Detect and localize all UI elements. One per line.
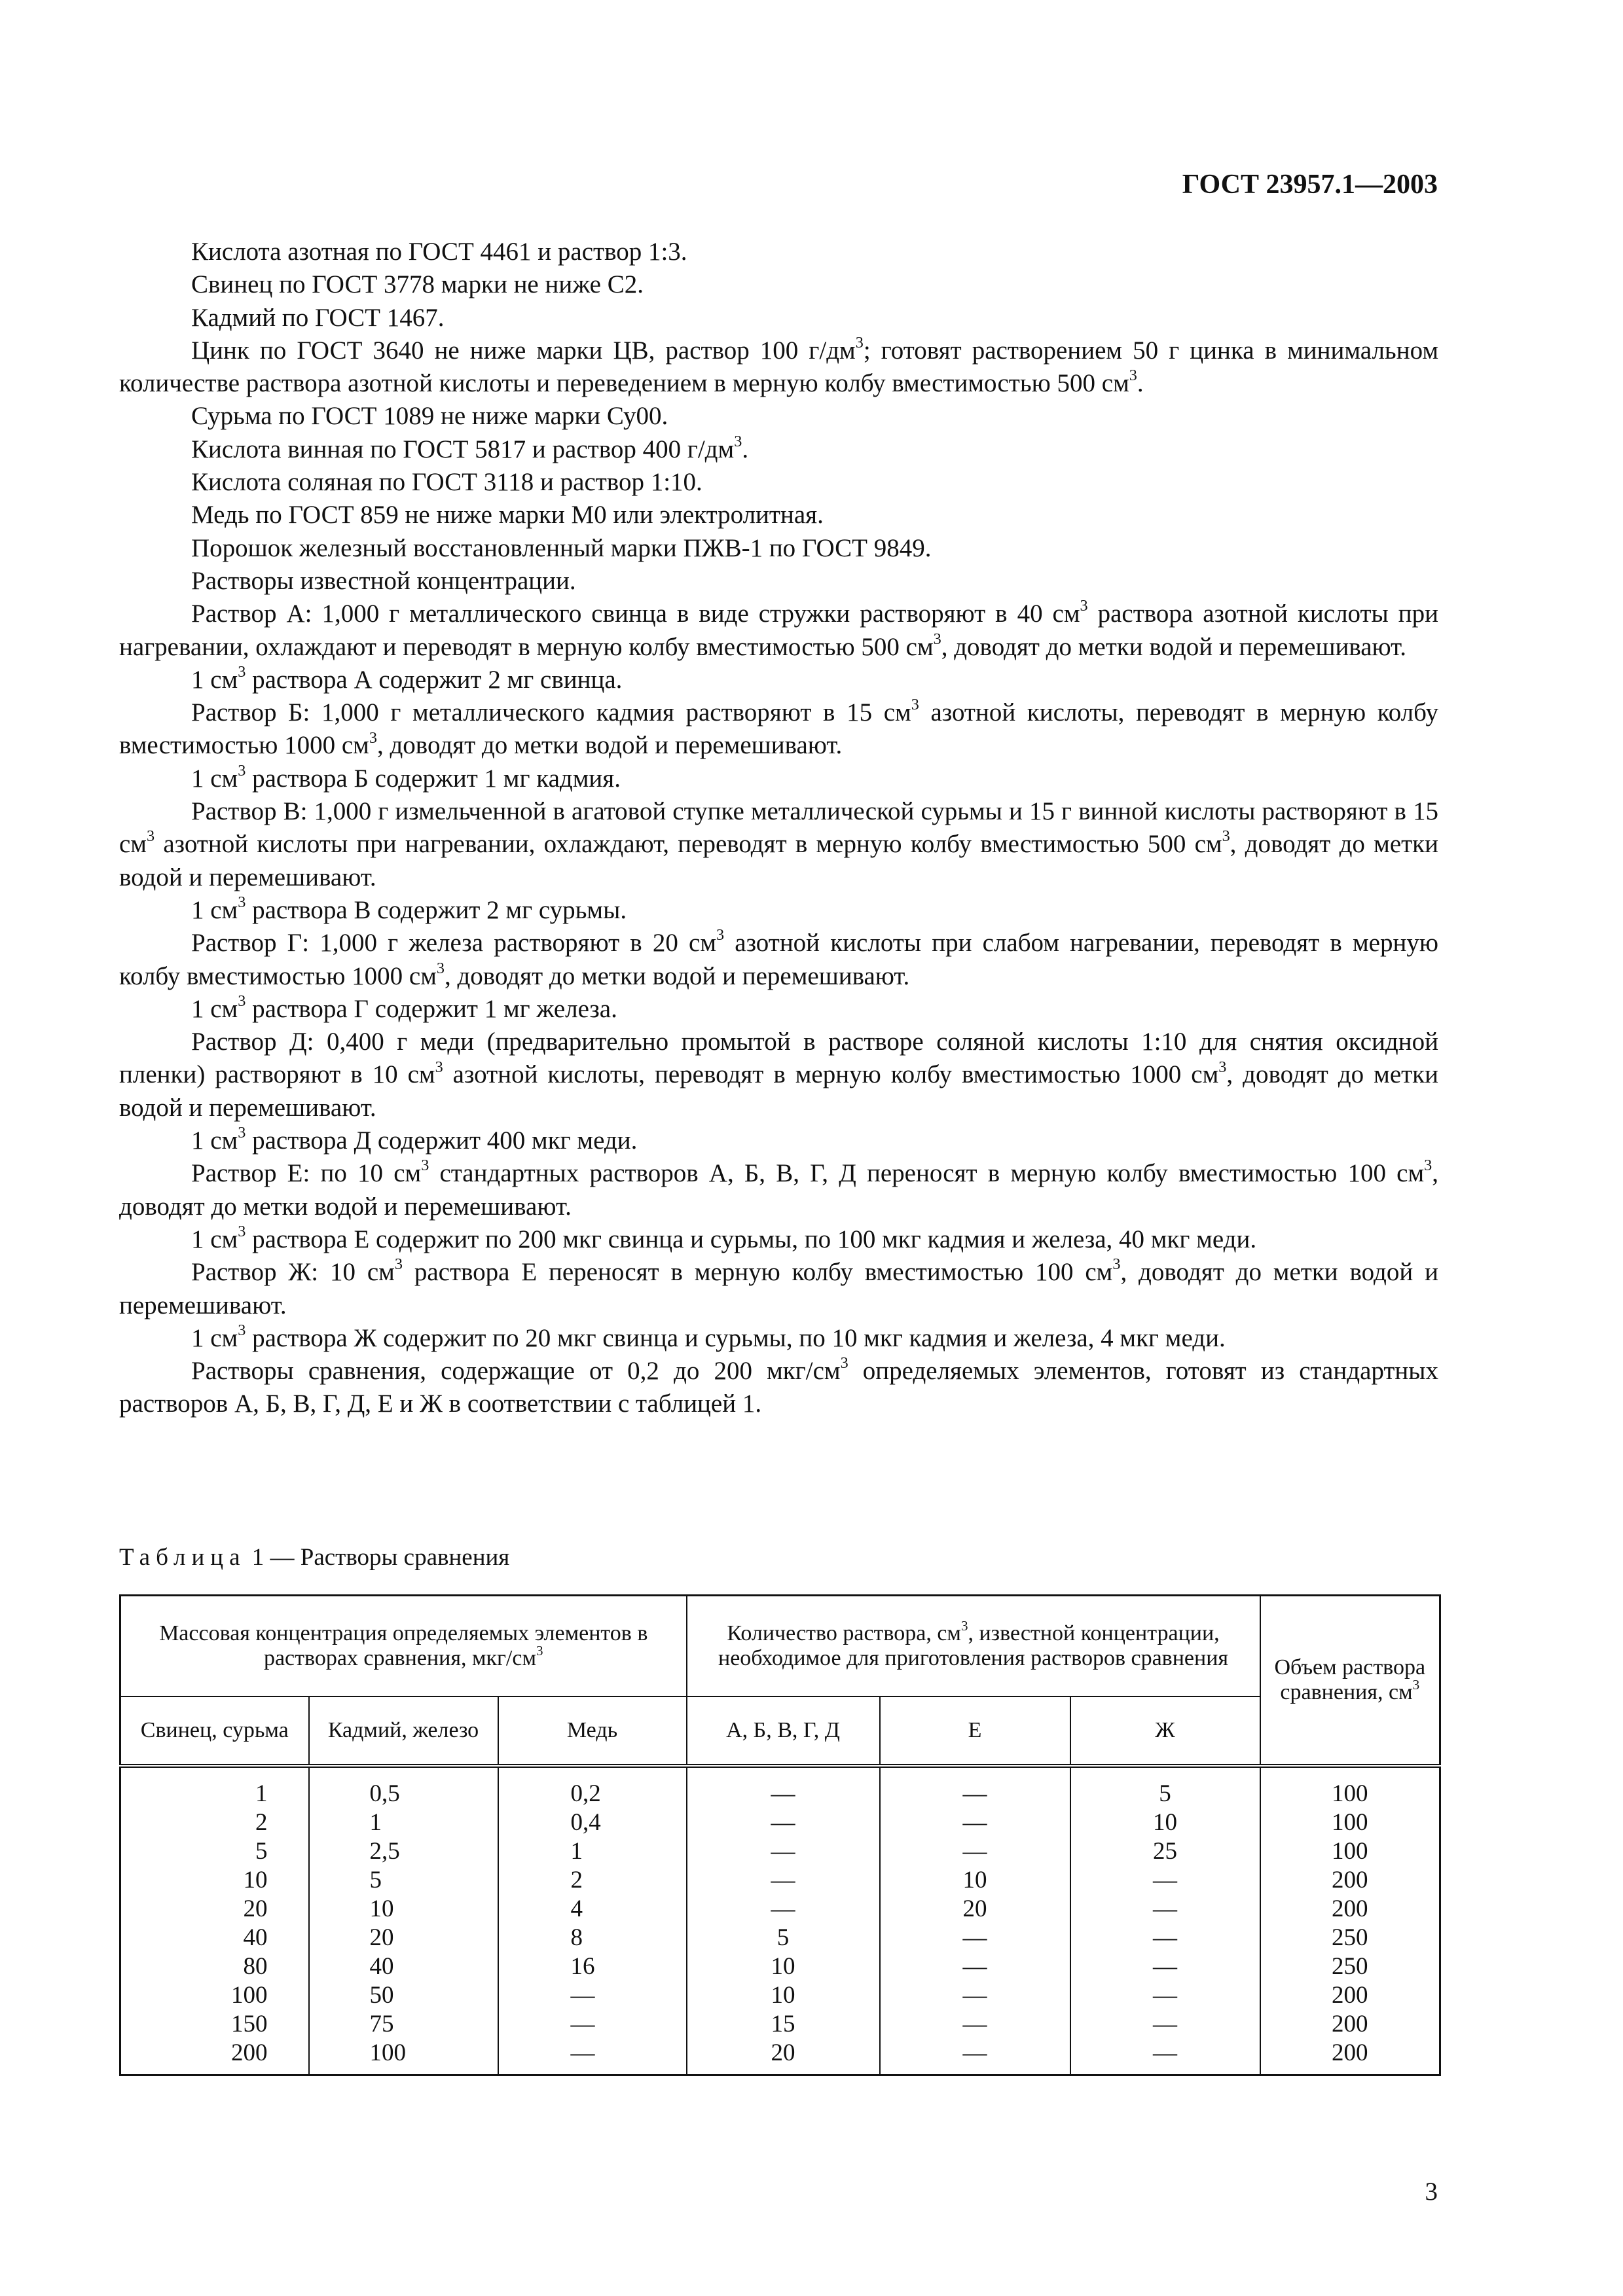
cell-lead-antimony: 2 — [120, 1808, 309, 1837]
cell-solution-zh: — — [1070, 1895, 1260, 1924]
paragraph-16-part-1: 1 см — [191, 895, 238, 924]
table-caption-word: Таблица — [119, 1544, 246, 1571]
paragraph-24-part-2: раствора Ж содержит по 20 мкг свинца и сурьмы, по 10 мкг кадмия и железа, 4 мкг меди. — [246, 1323, 1226, 1352]
cell-lead-antimony: 5 — [120, 1837, 309, 1866]
cell-volume: 200 — [1260, 1981, 1440, 2010]
document-header: ГОСТ 23957.1—2003 — [1182, 170, 1438, 200]
cell-solution-zh: 10 — [1070, 1808, 1260, 1837]
superscript-3: 3 — [716, 926, 725, 944]
table-row — [120, 1924, 1440, 1952]
superscript-3: 3 — [1218, 1058, 1227, 1076]
table-row — [120, 1895, 1440, 1924]
column-header-lead-antimony: Свинец, сурьма — [120, 1696, 309, 1766]
table-row — [120, 1952, 1440, 1981]
cell-copper: 4 — [498, 1895, 687, 1924]
paragraph-25-part-1: Растворы сравнения, содержащие от 0,2 до 200 мкг/см — [191, 1357, 841, 1386]
superscript-3: 3 — [1222, 827, 1230, 846]
cell-solutions-a-d: 15 — [687, 2010, 880, 2039]
paragraph-10: Растворы известной концентрации. — [191, 566, 576, 595]
paragraph-19-part-1: Раствор Д: 0,400 г меди (предварительно промытой в растворе соляной кислоты 1:10 для снятия оксидной пленки) растворяют в 10 см — [119, 1028, 1438, 1089]
superscript-3: 3 — [1080, 597, 1088, 615]
cell-solution-zh: — — [1070, 1866, 1260, 1895]
cell-solutions-a-d: — — [687, 1837, 880, 1866]
cell-volume: 100 — [1260, 1808, 1440, 1837]
superscript-3: 3 — [435, 1058, 443, 1076]
paragraph-12 — [119, 664, 1438, 696]
paragraph-1: Кислота азотная по ГОСТ 4461 и раствор 1:3. — [191, 238, 687, 266]
superscript-3: 3 — [933, 630, 941, 648]
column-header-solution-zh: Ж — [1070, 1696, 1260, 1766]
cell-lead-antimony: 100 — [120, 1981, 309, 2010]
header-solution-quantity-text: Количество раствора, см — [727, 1621, 961, 1645]
cell-solutions-a-d: 5 — [687, 1924, 880, 1952]
cell-copper: 1 — [498, 1837, 687, 1866]
paragraph-15 — [119, 795, 1438, 894]
cell-lead-antimony: 150 — [120, 2010, 309, 2039]
paragraph-14-part-2: раствора Б содержит 1 мг кадмия. — [246, 764, 621, 793]
superscript-3: 3 — [911, 696, 919, 714]
paragraph-14 — [119, 762, 1438, 795]
paragraph-17-part-1: Раствор Г: 1,000 г железа растворяют в 20 см — [191, 929, 717, 958]
paragraph-17-part-2: азотной кислоты при слабом нагревании, переводят в мерную колбу вместимостью 1000 см — [119, 929, 1438, 990]
table-row — [120, 2010, 1440, 2039]
paragraph-12-part-2: раствора А содержит 2 мг свинца. — [246, 665, 623, 694]
header-volume-text: Объем раствора сравнения, см — [1274, 1655, 1426, 1704]
paragraph-20 — [119, 1124, 1438, 1157]
cell-cadmium-iron: 5 — [309, 1866, 498, 1895]
column-header-solutions-a-d: А, Б, В, Г, Д — [687, 1696, 880, 1766]
cell-solution-e: — — [880, 1808, 1070, 1837]
cell-volume: 200 — [1260, 2039, 1440, 2075]
paragraph-19-part-2: азотной кислоты, переводят в мерную колбу вместимостью 1000 см — [443, 1060, 1219, 1089]
paragraph-7: Кислота соляная по ГОСТ 3118 и раствор 1:10. — [191, 468, 702, 497]
paragraph-2: Свинец по ГОСТ 3778 марки не ниже С2. — [191, 270, 644, 299]
paragraph-3: Кадмий по ГОСТ 1467. — [191, 303, 445, 332]
paragraph-24 — [119, 1322, 1438, 1355]
table-caption-title: 1 — Растворы сравнения — [246, 1544, 510, 1571]
cell-solution-e: — — [880, 1981, 1070, 2010]
paragraph-19 — [119, 1026, 1438, 1124]
cell-solution-e: 10 — [880, 1866, 1070, 1895]
cell-solution-zh: — — [1070, 1924, 1260, 1952]
paragraph-21-part-2: стандартных растворов А, Б, В, Г, Д переносят в мерную колбу вместимостью 100 см — [429, 1159, 1425, 1188]
superscript-3: 3 — [238, 1321, 246, 1339]
paragraph-8: Медь по ГОСТ 859 не ниже марки М0 или электролитная. — [191, 501, 824, 529]
cell-cadmium-iron: 0,5 — [309, 1766, 498, 1808]
superscript-3: 3 — [1424, 1157, 1432, 1175]
paragraph-5: Сурьма по ГОСТ 1089 не ниже марки Су00. — [191, 402, 668, 431]
paragraph-11 — [119, 598, 1438, 664]
paragraph-21-part-3: , доводят до метки водой и перемешивают. — [119, 1159, 1438, 1221]
cell-solution-e: — — [880, 2039, 1070, 2075]
cell-solutions-a-d: — — [687, 1766, 880, 1808]
superscript-3: 3 — [394, 1255, 403, 1274]
cell-cadmium-iron: 10 — [309, 1895, 498, 1924]
cell-solutions-a-d: — — [687, 1808, 880, 1837]
paragraph-25-part-2: определяемых элементов, готовят из стандартных растворов А, Б, В, Г, Д, Е и Ж в соответствии с таблицей 1. — [119, 1357, 1438, 1418]
column-header-copper: Медь — [498, 1696, 687, 1766]
header-solution-quantity — [687, 1596, 1260, 1697]
superscript-3: 3 — [238, 761, 246, 780]
cell-volume: 200 — [1260, 1895, 1440, 1924]
paragraph-13-part-3: , доводят до метки водой и перемешивают. — [376, 731, 843, 760]
paragraph-17 — [119, 927, 1438, 993]
paragraph-6-part-1: Кислота винная по ГОСТ 5817 и раствор 400 г/дм — [191, 435, 735, 463]
cell-lead-antimony: 200 — [120, 2039, 309, 2075]
cell-solution-zh: — — [1070, 2010, 1260, 2039]
paragraph-6 — [119, 433, 1438, 466]
superscript-3: 3 — [238, 992, 246, 1010]
paragraph-11-part-2: раствора азотной кислоты при нагревании, охлаждают и переводят в мерную колбу вместимостью 500 см — [119, 600, 1438, 661]
paragraph-13-part-2: азотной кислоты, переводят в мерную колбу вместимостью 1000 см — [119, 698, 1439, 760]
paragraph-21 — [119, 1157, 1438, 1223]
table-row — [120, 2039, 1440, 2075]
superscript-3: 3 — [1129, 367, 1137, 385]
paragraph-4-part-3: . — [1137, 369, 1144, 398]
table-row — [120, 1766, 1440, 1808]
table-body — [120, 1766, 1440, 2075]
paragraph-15-part-2: азотной кислоты при нагревании, охлаждают, переводят в мерную колбу вместимостью 500 см — [155, 830, 1222, 859]
paragraph-20-part-2: раствора Д содержит 400 мкг меди. — [246, 1126, 638, 1155]
cell-volume: 250 — [1260, 1952, 1440, 1981]
table-row — [120, 1981, 1440, 2010]
cell-solution-e: — — [880, 1952, 1070, 1981]
cell-volume: 200 — [1260, 1866, 1440, 1895]
cell-volume: 250 — [1260, 1924, 1440, 1952]
cell-solution-e: — — [880, 2010, 1070, 2039]
paragraph-11-part-1: Раствор А: 1,000 г металлического свинца в виде стружки растворяют в 40 см — [191, 600, 1080, 628]
cell-copper: — — [498, 2039, 687, 2075]
cell-copper: — — [498, 2010, 687, 2039]
paragraph-11-part-3: , доводят до метки водой и перемешивают. — [941, 632, 1407, 661]
cell-copper: 16 — [498, 1952, 687, 1981]
cell-solution-e: — — [880, 1837, 1070, 1866]
cell-solutions-a-d: — — [687, 1866, 880, 1895]
cell-solution-zh: 5 — [1070, 1766, 1260, 1808]
paragraph-17-part-3: , доводят до метки водой и перемешивают. — [444, 961, 910, 990]
paragraph-12-part-1: 1 см — [191, 665, 238, 694]
paragraph-20-part-1: 1 см — [191, 1126, 238, 1155]
paragraph-4-part-1: Цинк по ГОСТ 3640 не ниже марки ЦВ, раствор 100 г/дм — [191, 336, 856, 365]
paragraph-13 — [119, 696, 1438, 762]
cell-solution-zh: — — [1070, 1952, 1260, 1981]
paragraph-18-part-2: раствора Г содержит 1 мг железа. — [246, 994, 617, 1023]
paragraph-22-part-2: раствора Е содержит по 200 мкг свинца и сурьмы, по 100 мкг кадмия и железа, 40 мкг меди. — [246, 1225, 1257, 1253]
header-solution-quantity-rest: , известной концентрации, необходимое для приготовления растворов сравнения — [718, 1621, 1229, 1670]
column-header-cadmium-iron: Кадмий, железо — [309, 1696, 498, 1766]
paragraph-22-part-1: 1 см — [191, 1225, 238, 1253]
cell-lead-antimony: 40 — [120, 1924, 309, 1952]
superscript-3: 3 — [734, 432, 742, 450]
superscript-3: 3 — [238, 1223, 246, 1241]
superscript-3: 3 — [1112, 1255, 1121, 1274]
table-caption — [119, 1543, 509, 1571]
cell-cadmium-iron: 75 — [309, 2010, 498, 2039]
cell-solution-zh: — — [1070, 2039, 1260, 2075]
cell-cadmium-iron: 2,5 — [309, 1837, 498, 1866]
superscript-3: 3 — [238, 1124, 246, 1142]
column-header-solution-e: Е — [880, 1696, 1070, 1766]
cell-copper: 0,4 — [498, 1808, 687, 1837]
superscript-3: 3 — [960, 1618, 968, 1634]
paragraph-13-part-1: Раствор Б: 1,000 г металлического кадмия растворяют в 15 см — [191, 698, 911, 727]
paragraph-15-part-1: Раствор В: 1,000 г измельченной в агатовой ступке металлической сурьмы и 15 г винной кислоты растворяют в 15 см — [119, 797, 1438, 859]
superscript-3: 3 — [840, 1354, 848, 1372]
cell-solutions-a-d: 20 — [687, 2039, 880, 2075]
header-mass-concentration-text: Массовая концентрация определяемых элементов в растворах сравнения, мкг/см — [159, 1621, 648, 1670]
superscript-3: 3 — [369, 728, 377, 747]
cell-lead-antimony: 10 — [120, 1866, 309, 1895]
cell-cadmium-iron: 40 — [309, 1952, 498, 1981]
cell-solution-e: — — [880, 1924, 1070, 1952]
paragraph-16-part-2: раствора В содержит 2 мг сурьмы. — [246, 895, 627, 924]
paragraph-22 — [119, 1223, 1438, 1256]
cell-cadmium-iron: 20 — [309, 1924, 498, 1952]
paragraph-23-part-3: , доводят до метки водой и перемешивают. — [119, 1258, 1438, 1319]
header-volume — [1260, 1596, 1440, 1767]
paragraph-16 — [119, 894, 1438, 927]
cell-cadmium-iron: 1 — [309, 1808, 498, 1837]
superscript-3: 3 — [1412, 1677, 1420, 1693]
paragraph-15-part-3: , доводят до метки водой и перемешивают. — [119, 830, 1438, 891]
table-row — [120, 1808, 1440, 1837]
table-row — [120, 1837, 1440, 1866]
cell-solutions-a-d: 10 — [687, 1981, 880, 2010]
paragraph-18-part-1: 1 см — [191, 994, 238, 1023]
comparison-solutions-table — [119, 1594, 1441, 2076]
paragraph-14-part-1: 1 см — [191, 764, 238, 793]
paragraph-9: Порошок железный восстановленный марки ПЖВ-1 по ГОСТ 9849. — [191, 533, 932, 562]
cell-cadmium-iron: 100 — [309, 2039, 498, 2075]
paragraph-23 — [119, 1256, 1438, 1322]
cell-volume: 100 — [1260, 1766, 1440, 1808]
paragraph-6-part-2: . — [742, 435, 749, 463]
cell-copper: — — [498, 1981, 687, 2010]
cell-lead-antimony: 1 — [120, 1766, 309, 1808]
superscript-3: 3 — [855, 334, 864, 351]
superscript-3: 3 — [421, 1157, 429, 1175]
header-mass-concentration — [120, 1596, 687, 1697]
paragraph-21-part-1: Раствор Е: по 10 см — [191, 1159, 422, 1188]
table-row — [120, 1866, 1440, 1895]
cell-copper: 2 — [498, 1866, 687, 1895]
paragraph-24-part-1: 1 см — [191, 1323, 238, 1352]
paragraph-23-part-1: Раствор Ж: 10 см — [191, 1258, 395, 1287]
cell-volume: 100 — [1260, 1837, 1440, 1866]
superscript-3: 3 — [238, 662, 246, 681]
superscript-3: 3 — [436, 959, 445, 977]
cell-lead-antimony: 80 — [120, 1952, 309, 1981]
cell-cadmium-iron: 50 — [309, 1981, 498, 2010]
cell-solution-e: 20 — [880, 1895, 1070, 1924]
superscript-3: 3 — [238, 893, 246, 912]
cell-solution-zh: — — [1070, 1981, 1260, 2010]
cell-solutions-a-d: — — [687, 1895, 880, 1924]
cell-solution-e: — — [880, 1766, 1070, 1808]
paragraph-4-part-2: ; готовят растворением 50 г цинка в минимальном количестве раствора азотной кислоты и переведением в мерную колбу вместимостью 500 см — [119, 336, 1439, 398]
paragraph-18 — [119, 993, 1438, 1026]
paragraph-19-part-3: , доводят до метки водой и перемешивают. — [119, 1060, 1438, 1122]
cell-copper: 8 — [498, 1924, 687, 1952]
cell-lead-antimony: 20 — [120, 1895, 309, 1924]
paragraph-23-part-2: раствора Е переносят в мерную колбу вместимостью 100 см — [402, 1258, 1113, 1287]
cell-solution-zh: 25 — [1070, 1837, 1260, 1866]
page-number: 3 — [1425, 2178, 1438, 2206]
body-text — [119, 236, 1438, 1421]
superscript-3: 3 — [147, 827, 155, 846]
paragraph-4 — [119, 334, 1438, 401]
superscript-3: 3 — [536, 1643, 543, 1659]
paragraph-25 — [119, 1355, 1438, 1421]
cell-volume: 200 — [1260, 2010, 1440, 2039]
cell-copper: 0,2 — [498, 1766, 687, 1808]
cell-solutions-a-d: 10 — [687, 1952, 880, 1981]
